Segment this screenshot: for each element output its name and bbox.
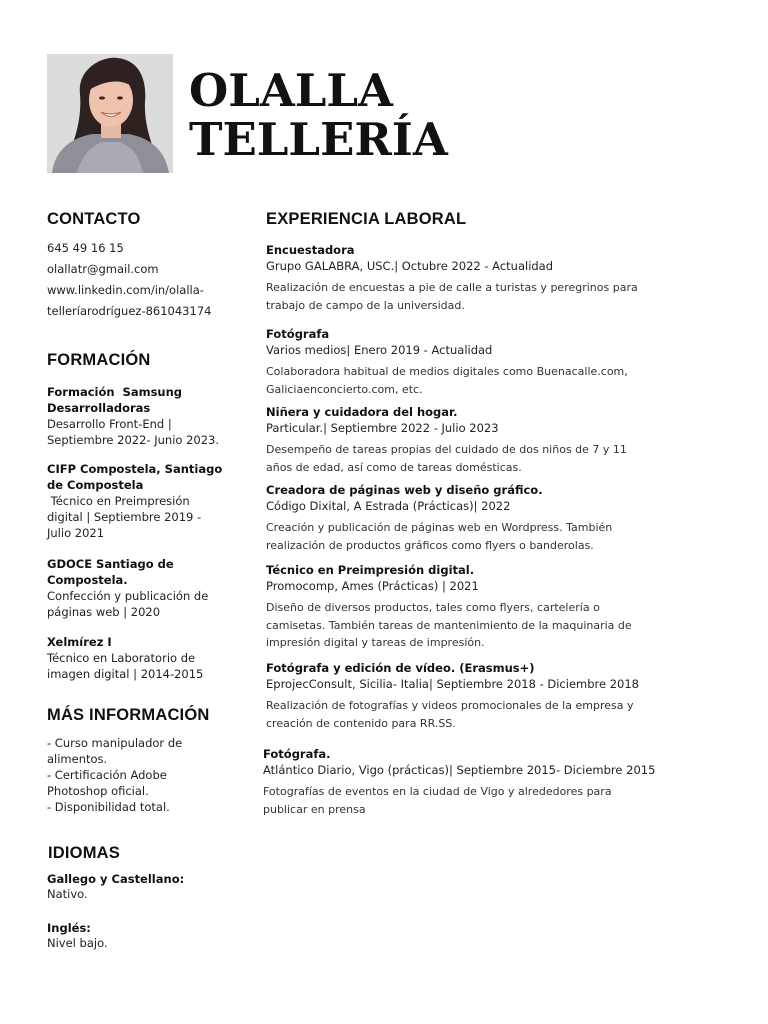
job-title: Fotógrafa: [266, 327, 330, 341]
job-description-line: años de edad, así como de tareas domésticas.: [266, 460, 522, 474]
experience-item-5: [266, 562, 736, 652]
contact-heading: CONTACTO: [47, 210, 141, 228]
education-detail: Desarrollo Front-End |: [47, 417, 172, 431]
language-name: Inglés:: [47, 921, 91, 935]
education-title: Formación Samsung: [47, 385, 183, 399]
job-description-line: publicar en prensa: [263, 802, 366, 816]
contact-block: [47, 238, 247, 322]
education-detail: digital | Septiembre 2019 -: [47, 510, 202, 524]
education-detail: Septiembre 2022- Junio 2023.: [47, 433, 220, 447]
portrait-illustration: [47, 54, 173, 173]
experience-item-1: [266, 242, 736, 314]
more-info-line: - Disponibilidad total.: [47, 800, 170, 814]
job-company-date: Particular.| Septiembre 2022 - Julio 2023: [266, 421, 499, 435]
job-description-line: Creación y publicación de páginas web en Wordpress. También: [266, 521, 613, 534]
contact-linkedin-line-2: telleríarodríguez-861043174: [47, 304, 212, 318]
education-detail: Técnico en Preimpresión: [47, 494, 190, 508]
education-title: CIFP Compostela, Santiago: [47, 462, 223, 476]
profile-photo: [47, 54, 173, 173]
education-detail: Técnico en Laboratorio de: [47, 651, 196, 665]
experience-item-7: [263, 746, 733, 818]
job-company-date: Varios medios| Enero 2019 - Actualidad: [266, 343, 493, 357]
job-title: Técnico en Preimpresión digital.: [266, 563, 475, 577]
language-item-2: [47, 921, 247, 951]
contact-email: olallatr@gmail.com: [47, 262, 159, 276]
languages-heading: IDIOMAS: [48, 844, 120, 862]
education-detail: páginas web | 2020: [47, 605, 161, 619]
job-company-date: Promocomp, Ames (Prácticas) | 2021: [266, 579, 479, 593]
experience-item-6: [266, 660, 736, 732]
job-description-line: Desempeño de tareas propias del cuidado de dos niños de 7 y 11: [266, 443, 627, 456]
job-description: [266, 697, 736, 732]
job-title: Encuestadora: [266, 243, 355, 257]
job-description: [266, 363, 736, 398]
job-description: [263, 783, 733, 818]
education-title: Compostela.: [47, 573, 128, 587]
job-description-line: creación de contenido para RR.SS.: [266, 716, 456, 730]
more-info-list: [47, 735, 247, 815]
job-description-line: Diseño de diversos productos, tales como flyers, cartelería o: [266, 601, 600, 614]
job-title: Fotógrafa.: [263, 747, 331, 761]
candidate-name: [189, 66, 448, 164]
job-description-line: realización de productos gráficos como flyers o banderolas.: [266, 538, 594, 552]
education-item-1: [47, 384, 247, 448]
education-detail: imagen digital | 2014-2015: [47, 667, 204, 681]
education-title: Desarrolladoras: [47, 401, 151, 415]
job-company-date: EprojecConsult, Sicilia- Italia| Septiembre 2018 - Diciembre 2018: [266, 677, 639, 691]
more-info-heading: MÁS INFORMACIÓN: [47, 706, 210, 724]
contact-linkedin-line-1: www.linkedin.com/in/olalla-: [47, 283, 204, 297]
contact-phone: 645 49 16 15: [47, 241, 124, 255]
education-heading: FORMACIÓN: [47, 351, 151, 369]
job-title: Creadora de páginas web y diseño gráfico.: [266, 483, 543, 497]
job-description-line: Fotografías de eventos en la ciudad de Vigo y alrededores para: [263, 785, 612, 798]
job-description-line: Realización de encuestas a pie de calle a turistas y peregrinos para: [266, 281, 638, 294]
job-description-line: camisetas. También tareas de mantenimiento de la maquinaria de: [266, 618, 632, 632]
job-company-date: Código Dixital, A Estrada (Prácticas)| 2022: [266, 499, 511, 513]
job-description: [266, 519, 736, 554]
job-description-line: Galiciaenconcierto.com, etc.: [266, 382, 423, 396]
more-info-line: alimentos.: [47, 752, 108, 766]
job-description: [266, 599, 736, 652]
language-level: Nativo.: [47, 887, 88, 901]
experience-item-3: [266, 404, 736, 476]
more-info-line: Photoshop oficial.: [47, 784, 149, 798]
education-detail: Confección y publicación de: [47, 589, 209, 603]
job-company-date: Grupo GALABRA, USC.| Octubre 2022 - Actualidad: [266, 259, 554, 273]
education-title: GDOCE Santiago de: [47, 557, 174, 571]
job-description-line: Realización de fotografías y videos promocionales de la empresa y: [266, 699, 634, 712]
job-description-line: trabajo de campo de la universidad.: [266, 298, 465, 312]
job-description: [266, 279, 736, 314]
language-level: Nivel bajo.: [47, 936, 108, 950]
education-title: Xelmírez I: [47, 635, 112, 649]
last-name: TELLERÍA: [189, 113, 448, 166]
first-name: OLALLA: [189, 64, 393, 117]
experience-item-4: [266, 482, 736, 554]
job-description: [266, 441, 736, 476]
education-item-4: [47, 634, 247, 682]
education-item-2: [47, 461, 247, 541]
job-title: Niñera y cuidadora del hogar.: [266, 405, 458, 419]
job-description-line: Colaboradora habitual de medios digitales como Buenacalle.com,: [266, 365, 628, 378]
language-item-1: [47, 872, 247, 902]
experience-item-2: [266, 326, 736, 398]
education-detail: Julio 2021: [47, 526, 105, 540]
job-description-line: impresión digital y tareas de impresión.: [266, 636, 485, 649]
language-name: Gallego y Castellano:: [47, 872, 185, 886]
education-title: de Compostela: [47, 478, 144, 492]
education-item-3: [47, 556, 247, 620]
job-company-date: Atlántico Diario, Vigo (prácticas)| Septiembre 2015- Diciembre 2015: [263, 763, 656, 777]
experience-heading: EXPERIENCIA LABORAL: [266, 210, 467, 228]
more-info-line: - Certificación Adobe: [47, 768, 167, 782]
job-title: Fotógrafa y edición de vídeo. (Erasmus+): [266, 661, 535, 675]
more-info-line: - Curso manipulador de: [47, 736, 183, 750]
